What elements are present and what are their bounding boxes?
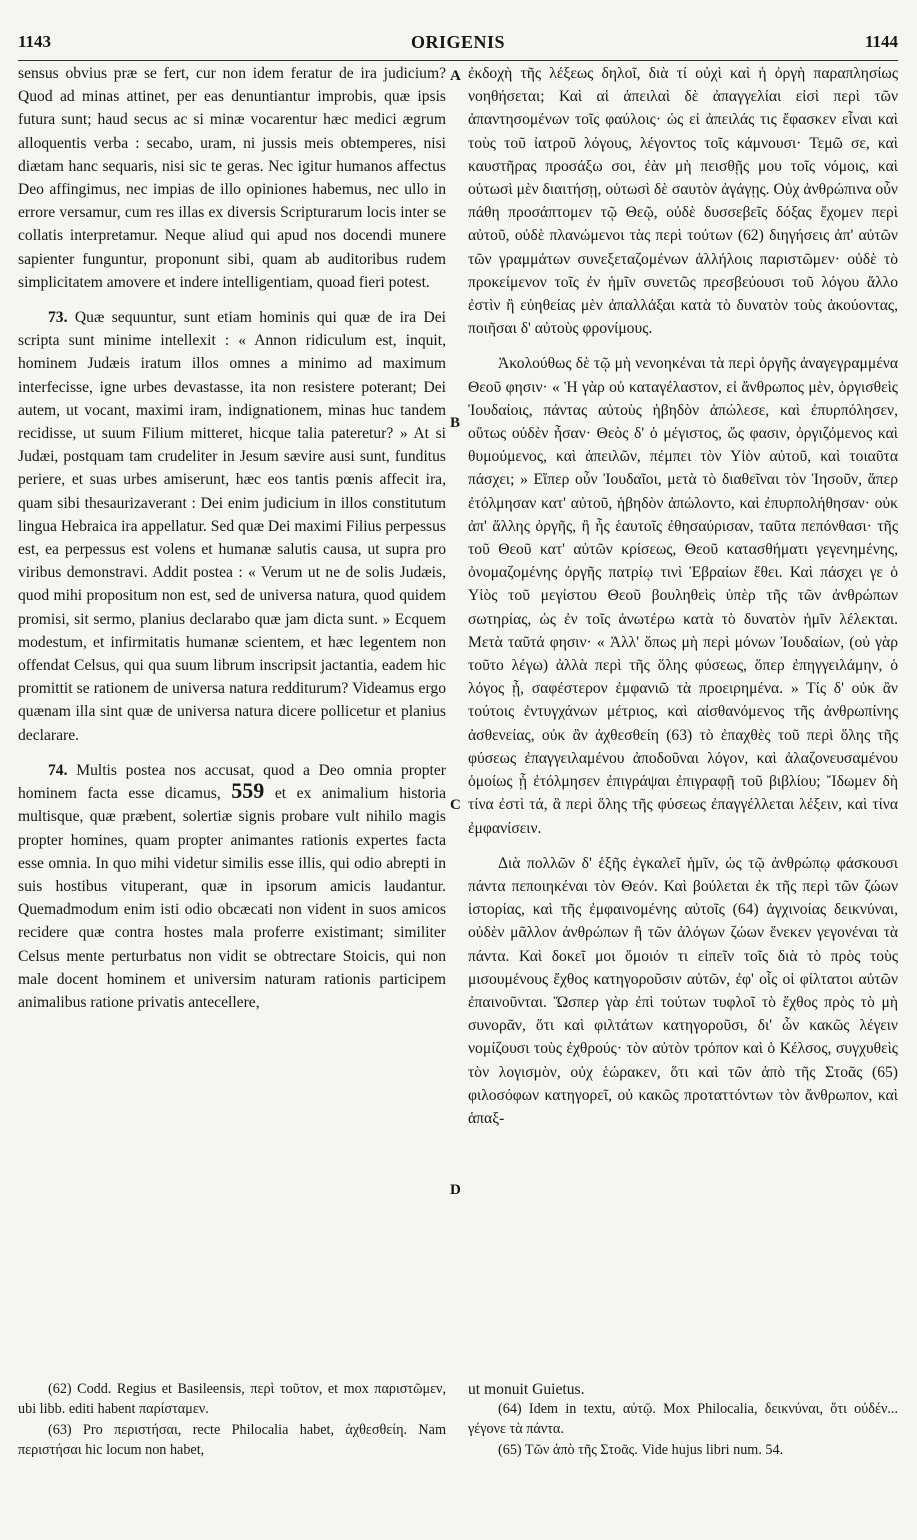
margin-letter-a: A [450,68,461,84]
latin-paragraph-74-text-a: Multis postea nos accusat, quod a Deo omnia propter hominem facta esse dicamus, [18,761,446,803]
footnotes-right [468,1380,898,1461]
greek-column [468,62,898,1130]
greek-paragraph-2: Ἀκολούθως δὲ τῷ μὴ νενοηκέναι τὰ περὶ ὀργῆς ἀναγεγραμμένα Θεοῦ φησιν· « Ἡ γὰρ οὐ καταγέλαστον, εἰ ἄνθρωπος μὲν, ὀργισθεὶς Ἰουδαίοις, πάντας αὐτοὺς ἡβηδὸν ἀπώλεσε, καὶ ἐπυρπόλησεν, οὕτως οὐδὲν ἦσαν· Θεὸς δ' ὁ μέγιστος, ὥς φασιν, ὀργιζόμενος καὶ θυμούμενος, καὶ ἀπειλῶν, πέμπει τὸν Υἱὸν αὐτοῦ, καὶ τοιαῦτα πάσχει; » Εἴπερ οὖν Ἰουδαῖοι, μετὰ τὸ διαθεῖναι τὸν Ἰησοῦν, ἅπερ ἐτόλμησαν κατ' αὐτοῦ, ἡβηδὸν ἀπώλοντο, καὶ ἐπυρπολήθησαν· οὐκ ἀπ' ἄλλης ὀργῆς, ἢ ἧς ἑαυτοῖς ἐθησαύρισαν, ταῦτα πεπόνθασι· τῆς τοῦ Θεοῦ κατ' αὐτῶν κρίσεως, Θεοῦ κατασθήματι γεγενημένης, ὀνομαζομένης ὀργῆς πατρίῳ τινὶ Ἑβραίων ἔθει. Καὶ πάσχει γε ὁ Υἱὸς τοῦ μεγίστου Θεοῦ βουληθεὶς ὑπὲρ τῆς τῶν ἀνθρώπων σωτηρίας, ὡς ἐν τοῖς ἀνωτέρω κατὰ τὸ δυνατὸν ἡμῖν λέλεκται. Μετὰ ταῦτά φησιν· « Ἀλλ' ὅπως μὴ περὶ μόνων Ἰουδαίων, (οὐ γὰρ τοῦτο λέγω) ἀλλὰ περὶ τῆς ὅλης φύσεως, ὅπερ ἐπηγγειλάμην, ὁ λόγος ᾖ, σαφέστερον ἐμφανιῶ τὰ προειρημένα. » Τίς δ' οὐκ ἂν τούτοις ἐντυγχάνων μέτριος, καὶ αἰσθανόμενος τῆς ἀνθρωπίνης ἀσθενείας, οὐκ ἂν ἀχθεσθείη (63) τὸ ἐπαχθὲς τοῦ περὶ ὅλης τῆς φύσεως ἐπαγγειλαμένου ἀποδοῦναι λόγον, καὶ ἀλαζονευσαμένου ὁμοίως ᾗ ἐτόλμησεν ἐπιγράψαι ἐπιγραφῇ τοῦ βιβλίου; Ἴδωμεν δὴ τίνα ἐστὶ τά, ἃ περὶ ὅλης τῆς φύσεως ἐπαγγέλλεται λέξειν, καὶ τίνα ἐμφανίσειν. [468,355,898,837]
footnotes-left [18,1380,446,1460]
page-number-right: 1144 [864,32,898,51]
footnote-64: (64) Idem in textu, αὐτῷ. Mox Philocalia, δεικνύναι, ὅτι οὐδέν... γέγονε τὰ πάντα. [468,1401,898,1437]
column-number-559: 559 [231,778,265,804]
section-number-74: 74. [48,761,68,779]
footnote-63: (63) Pro περιστήσαι, recte Philocalia habet, ἀχθεσθείη. Nam περιστήσαι hic locum non habet, [18,1422,446,1458]
running-title: ORIGENIS [410,32,506,52]
latin-paragraph-73-text: Quæ sequuntur, sunt etiam hominis qui quæ de ira Dei scripta sunt minime intellexit : « Annon ridiculum est, inquit, hominem Judæis iratum illos omnes a minimo ad maximum interfecisse, igne urbes devastasse, ita non resistere poterant; Dei autem, ut vocant, maximi iram, indignationem, minas huc tandem recidisse, ut suum Filium mitteret, hicque talia pateretur? » At si Judæi, postquam tam crudeliter in Jesum sævire ausi sunt, funditus periere, et suas urbes amiserunt, hæc eos tantis pœnis affecit ira, quam sibi thesaurizaverant : Dei enim judicium in illos constitutum lingua Hebraica ira appellatur. Sed quæ Dei maximi Filius perpessus est, ea perpessus est volens et humanæ salutis causa, ut supra pro viribus demonstravi. Addit postea : « Verum ut ne de solis Judæis, quod mihi propositum non est, sed de universa natura, quod quidem promisi, sit sermo, planius declarabo quæ jam dicta sunt. » Ecquem modestum, et infirmitatis humanæ scientem, et hæc legentem non offendat Celsus, qui qua suum librum inscripsit jactantia, eadem hic promittit se rationem de universa natura redditurum? Videamus ergo quænam illa sint quæ de universa natura dicere pollicetur et planius declarare. [18,309,446,744]
margin-letter-b: B [450,415,461,431]
section-number-73: 73. [48,309,68,327]
latin-paragraph-1: sensus obvius præ se fert, cur non idem feratur de ira judicium? Quod ad minas attinet, per eas denuntiantur improbis, quæ ipsis futura sunt; haud secus ac si minæ vocarentur hæc medici ægrum alloquentis verba : secabo, uram, ni jussis meis obtemperes, nisi diætam hanc sequaris, nisi sic te geras. Nec igitur humanos affectus Deo affingimus, nec impias de illo opiniones habemus, nec ullo in errore versamur, cum res illas ex diversis Scripturarum locis inter se collatis interpretamur. Neque aliud qui apud nos docendi munere sapienter funguntur, proponunt sibi, quam ab auditoribus rudem simplicitatem amovere et indere intelligentiam, quoad fieri potest. [18,65,446,291]
footnote-62: (62) Codd. Regius et Basileensis, περὶ τοῦτον, et mox παριστῶμεν, ubi libb. editi habent παρίσταμεν. [18,1381,446,1417]
greek-paragraph-3: Διὰ πολλῶν δ' ἑξῆς ἐγκαλεῖ ἡμῖν, ὡς τῷ ἀνθρώπῳ φάσκουσι πάντα πεποιηκέναι τὸν Θεόν. Καὶ βούλεται ἐκ τῆς περὶ τῶν ζώων ἱστορίας, καὶ τῆς ἐμφαινομένης αὐτοῖς (64) ἀγχινοίας δεικνύναι, οὐδὲν μᾶλλον ἀνθρώπων ἢ τῶν ἀλόγων ζώων ἕνεκεν γεγονέναι τὰ πάντα. Καὶ δοκεῖ μοι ὅμοιόν τι εἰπεῖν τοῖς διὰ τὸ πρὸς τοὺς μισουμένους ἔχθος κατηγοροῦσιν αὐτῶν, ἐφ' οἷς οἱ φίλτατοι αὐτῶν ἐπαινοῦνται. Ὥσπερ γὰρ ἐπὶ τούτων τυφλοῖ τὸ ἔχθος πρὸς τὸ μὴ συνορᾶν, ὅτι καὶ φιλτάτων κατηγοροῦσι, δι' ὧν κακῶς λέγειν νομίζουσι τοὺς ἐχθρούς· τὸν αὐτὸν τρόπον καὶ ὁ Κέλσος, συγχυθεὶς τὸν λογισμὸν, οὐχ ἑώρακεν, ὅτι καὶ τῶν ἀπὸ τῆς Στοᾶς (65) φιλοσόφων κατηγορεῖ, οὐ κακῶς προταττόντων τὸν ἄνθρωπον, καὶ ἁπαξ- [468,854,898,1127]
margin-letter-d: D [450,1182,461,1198]
footnote-65: (65) Τῶν ἀπὸ τῆς Στοᾶς. Vide hujus libri num. 54. [498,1442,784,1458]
latin-column [18,62,446,1014]
greek-paragraph-1: ἐκδοχὴ τῆς λέξεως δηλοῖ, διὰ τί οὐχὶ καὶ ἡ ὀργὴ παραπλησίως νοηθήσεται; Καὶ αἱ ἀπειλαὶ δὲ ἀπαγγελίαι εἰσὶ περὶ τῶν ἀπαντησομένων τοῖς φαύλοις· ὡς εἰ ἀπειλάς τις ἔφασκεν εἶναι καὶ τοὺς τοῦ ἰατροῦ λόγους, λέγοντος τοῖς κάμνουσι· Τεμῶ σε, καὶ καυστῆρας προσάξω σοι, ἐὰν μὴ πεισθῇς μου τοῖς νόμοις, καὶ οὑτωσὶ μὲν διαιτήσῃ, οὑτωσὶ δὲ σαυτὸν ἀγάγῃς. Οὐχ ἀνθρώπινα οὖν πάθη προσάπτομεν τῷ Θεῷ, οὐδὲ δυσσεβεῖς δόξας ἔχομεν περὶ αὐτοῦ, οὐδὲ πλανώμενοι τὰς περὶ τούτων (62) διηγήσεις ἀπ' αὐτῶν τῶν γραμμάτων συνεξεταζομένων ἀλλήλοις παριστῶμεν· οὐδὲ τὸ προκείμενον τοῖς ἐν ἡμῖν συνετῶς πρεσβεύουσι τοῦ λόγου ἄλλο ἐστὶν ἢ εὐηθείας μὲν ἀπαλλάξαι κατὰ τὸ δυνατὸν τοὺς ἀκούοντας, ποιῆσαι δ' αὐτοὺς φρονίμους. [468,65,898,338]
latin-paragraph-74-text-b: et ex animalium historia multisque, quæ præbent, solertiæ signis probare vult nihilo magis propter homines, quam propter animantes rationis expertes facta esse omnia. In quo mihi videtur similis esse illis, qui odio abrepti in suis hostibus vituperant, quæ in ipsorum amicis laudantur. Quemadmodum enim isti odio obcæcati non vident in suos amicos recidere quæ contra hostes mala proferre existimant; similiter Celsus mente perturbatus non vidit se obtrectare Stoicis, qui non male docent hominem et universim naturam rationis participem animalibus ratione privatis antecellere, [18,785,446,1011]
latin-paragraph-74 [18,759,446,1014]
page-header [18,30,898,61]
greek-text-continuation: ut monuit Guietus. [468,1381,585,1398]
latin-paragraph-73 [18,306,446,747]
margin-letter-c: C [450,797,461,813]
page-number-left: 1143 [18,32,52,51]
